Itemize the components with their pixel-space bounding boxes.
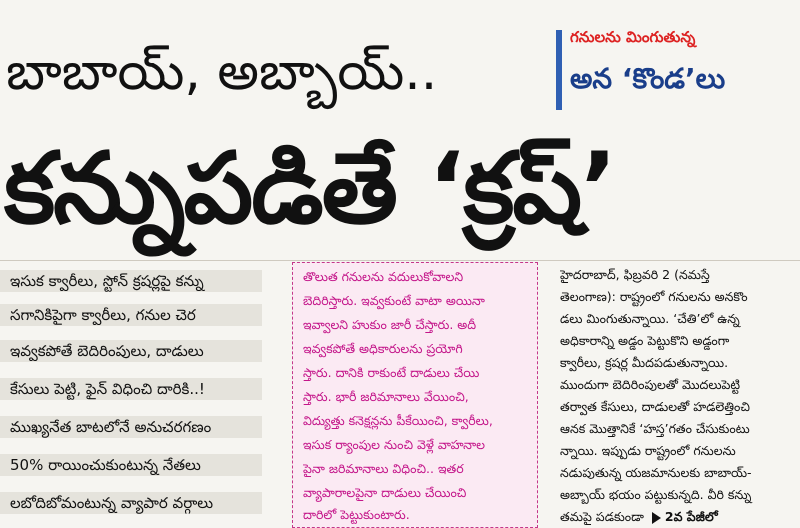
- bullet-list: [0, 262, 262, 528]
- highlight-line: విద్యుత్తు కనెక్షన్లను పీకేయించి, క్వారీలు,: [303, 413, 493, 428]
- body-line: నడుపుతున్న యజమానులకు బాబాయ్-: [560, 465, 752, 480]
- body-line: డలు మింగుతున్నాయి. ‘చేతి’లో ఉన్న: [560, 311, 740, 326]
- divider-rule: [0, 260, 800, 261]
- arrow-right-icon: [652, 512, 661, 524]
- highlight-line: పైనా జరిమానాలు విధించి.. ఇతర: [303, 461, 464, 476]
- highlight-line: వ్యాపారాలపైనా దాడులు చేయించి: [303, 485, 467, 500]
- bullet-item: 50% రాయించుకుంటున్న నేతలు: [0, 450, 262, 480]
- bullet-item: లబోదిబోమంటున్న వ్యాపార వర్గాలు: [0, 488, 262, 518]
- side-story-kicker: గనులను మింగుతున్న: [570, 28, 696, 46]
- body-line: తర్వాత కేసులు, దాడులతో హడలెత్తించి: [560, 399, 750, 414]
- bullet-item: ఇసుక క్వారీలు, స్టోన్ క్రషర్లపై కన్ను: [0, 266, 262, 296]
- side-story-title: అన ‘కొండ’లు: [570, 62, 726, 95]
- body-line: అబ్బాయ్ భయం పట్టుకున్నది. వీరి కన్ను: [560, 487, 752, 502]
- highlight-line: బెదిరిస్తారు. ఇవ్వకుంటే వాటా అయినా: [303, 293, 485, 308]
- body-line: క్వారీలు, క్రషర్ల మీదపడుతున్నాయి.: [560, 355, 729, 370]
- body-line: తెలంగాణ): రాష్ట్రంలో గనులను అనకొం: [560, 289, 748, 304]
- kicker-headline: బాబాయ్, అబ్బాయ్..: [6, 42, 438, 102]
- highlight-line: ఇసుక ర్యాంపుల నుంచి వెళ్లే వాహనాల: [303, 437, 486, 452]
- bullet-item: కేసులు పెట్టి, ఫైన్ విధించి దారికి..!: [0, 374, 262, 404]
- body-line: హైదరాబాద్, ఫిబ్రవరి 2 (నమస్తే: [560, 267, 710, 282]
- continued-link[interactable]: 2వ పేజీలో: [648, 509, 718, 524]
- highlight-line: తొలుత గనులను వదులుకోవాలని: [303, 269, 464, 284]
- article-body: [554, 262, 798, 528]
- main-headline: కన్నుపడితే ‘క్రష్’: [4, 132, 616, 246]
- highlight-line: స్తారు. దానికి రాకుంటే దాడులు చేయి: [303, 365, 480, 380]
- highlight-line: ఇవ్వకపోతే అధికారులను ప్రయోగి: [303, 341, 463, 356]
- body-line-last: తమపై పడకుండా 2వ పేజీలో: [560, 509, 718, 524]
- highlight-line: దారిలో పెట్టుకుంటారు.: [303, 507, 410, 522]
- bullet-item: సగానికిపైగా క్వారీలు, గనుల చెర: [0, 300, 262, 330]
- highlight-line: స్తారు. భారీ జరిమానాలు వేయించి,: [303, 389, 469, 404]
- body-line: న్నాయి. ఇప్పుడు రాష్ట్రంలో గనులను: [560, 443, 736, 458]
- body-line: ముందుగా బెదిరింపులతో మొదలుపెట్టి: [560, 377, 741, 392]
- body-line: అధికారాన్ని అడ్డం పెట్టుకొని అడ్డంగా: [560, 333, 730, 348]
- highlight-box: [292, 262, 538, 528]
- body-line: ఆనక మొత్తానికే ‘హస్త’గతం చేసుకుంటు: [560, 421, 750, 436]
- bullet-item: ఇవ్వకపోతే బెదిరింపులు, దాడులు: [0, 336, 262, 366]
- highlight-line: ఇవ్వాలని హుకుం జారీ చేస్తారు. అదీ: [303, 317, 477, 332]
- bullet-item: ముఖ్యనేత బాటలోనే అనుచరగణం: [0, 412, 262, 442]
- side-story-box: [556, 28, 794, 112]
